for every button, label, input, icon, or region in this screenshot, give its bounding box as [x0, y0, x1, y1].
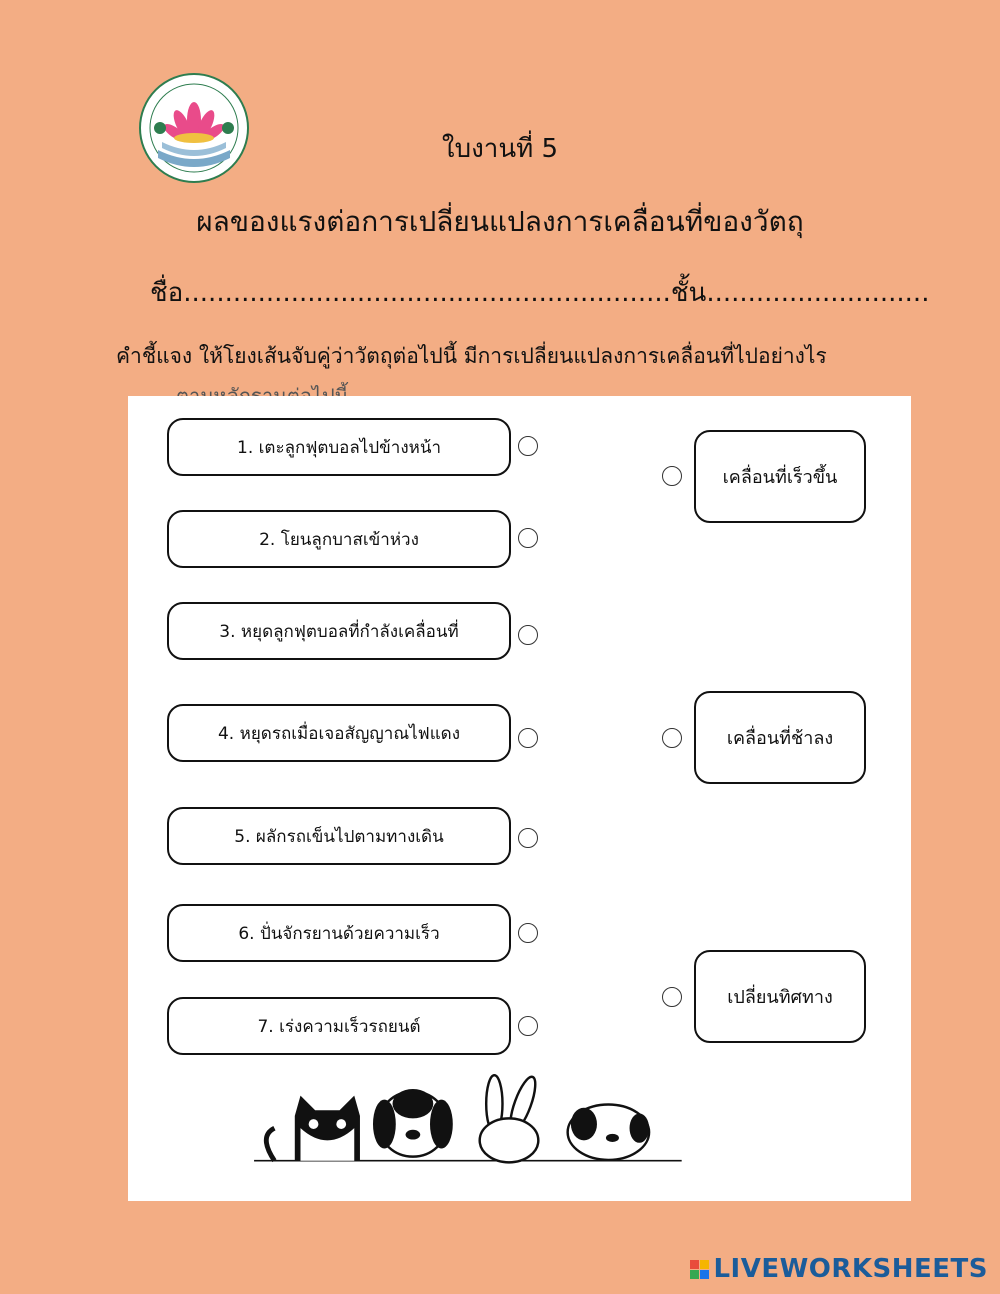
liveworksheets-logo	[690, 1254, 988, 1284]
cat-icon	[266, 1096, 360, 1161]
brand-squares-icon	[690, 1260, 709, 1279]
name-label: ชื่อ	[150, 278, 184, 308]
instruction-text: คำชี้แจง ให้โยงเส้นจับคู่ว่าวัตถุต่อไปนี้ มีการเปลี่ยนแปลงการเคลื่อนที่ไปอย่างไร	[116, 344, 827, 368]
dog-icon	[568, 1105, 649, 1160]
item-connector-dot[interactable]	[518, 436, 538, 456]
item-box: 7. เร่งความเร็วรถยนต์	[167, 997, 511, 1055]
answer-connector-dot[interactable]	[662, 728, 682, 748]
dog-icon	[373, 1089, 453, 1157]
item-box: 1. เตะลูกฟุตบอลไปข้างหน้า	[167, 418, 511, 476]
item-connector-dot[interactable]	[518, 625, 538, 645]
item-connector-dot[interactable]	[518, 923, 538, 943]
item-box: 3. หยุดลูกฟุตบอลที่กำลังเคลื่อนที่	[167, 602, 511, 660]
answer-box: เปลี่ยนทิศทาง	[694, 950, 866, 1043]
answer-connector-dot[interactable]	[662, 987, 682, 1007]
item-box: 4. หยุดรถเมื่อเจอสัญญาณไฟแดง	[167, 704, 511, 762]
rabbit-icon	[480, 1074, 541, 1162]
answer-box: เคลื่อนที่เร็วขึ้น	[694, 430, 866, 523]
name-class-row	[150, 272, 930, 313]
answer-connector-dot[interactable]	[662, 466, 682, 486]
item-connector-dot[interactable]	[518, 728, 538, 748]
item-box: 5. ผลักรถเข็นไปตามทางเดิน	[167, 807, 511, 865]
animals-illustration	[250, 1060, 790, 1180]
class-field[interactable]: ...........................	[706, 278, 930, 308]
worksheet-topic: ผลของแรงต่อการเปลี่ยนแปลงการเคลื่อนที่ของวัตถุ	[196, 205, 804, 238]
name-field[interactable]: ...........................................................	[183, 278, 671, 308]
answer-box: เคลื่อนที่ช้าลง	[694, 691, 866, 784]
item-connector-dot[interactable]	[518, 528, 538, 548]
worksheet-number: ใบงานที่ 5	[441, 134, 559, 164]
item-connector-dot[interactable]	[518, 828, 538, 848]
item-connector-dot[interactable]	[518, 1016, 538, 1036]
item-box: 2. โยนลูกบาสเข้าห่วง	[167, 510, 511, 568]
item-box: 6. ปั่นจักรยานด้วยความเร็ว	[167, 904, 511, 962]
brand-name: LIVEWORKSHEETS	[713, 1254, 988, 1284]
class-label: ชั้น	[670, 278, 707, 308]
